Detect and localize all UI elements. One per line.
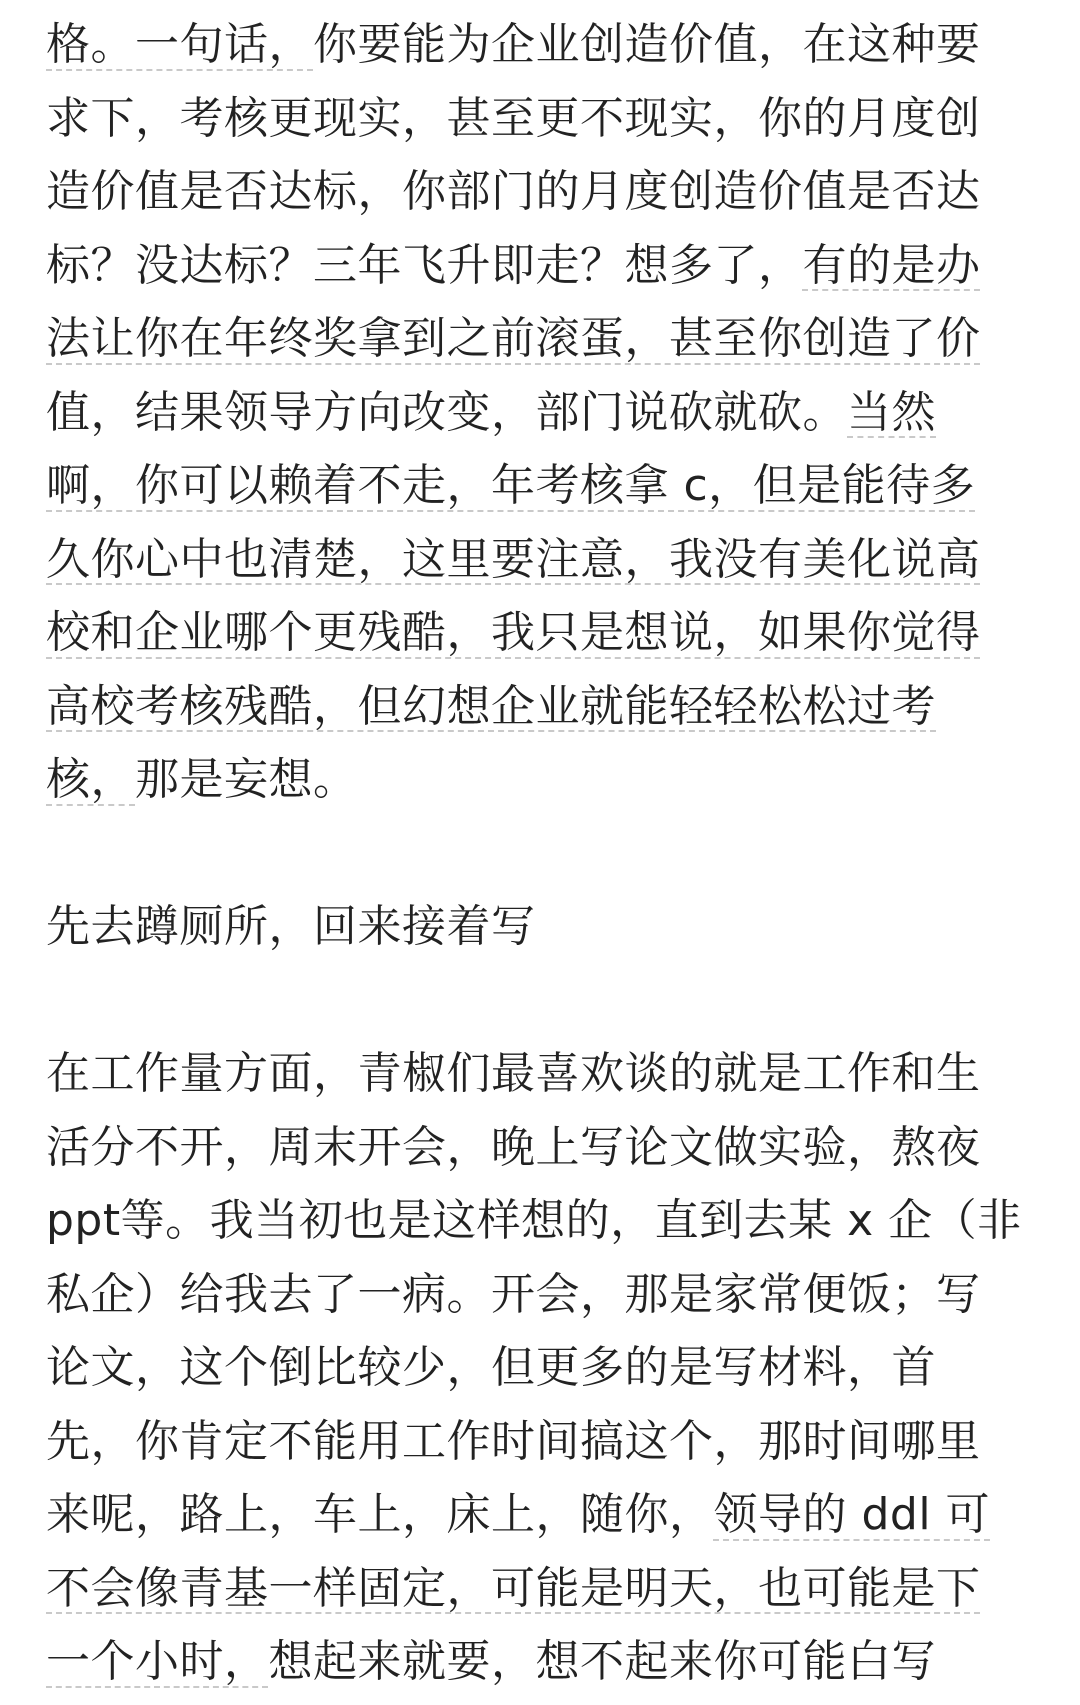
underlined-text: 一个小时，: [46, 1636, 269, 1687]
text-line: [46, 1111, 1036, 1185]
line-text: 标？没达标？三年飞升即走？想多了，: [46, 239, 803, 291]
text-line: [46, 376, 1036, 450]
paragraph-gap: [46, 964, 1036, 1038]
line-text: 那是妄想。: [135, 754, 358, 805]
line-text: 私企）给我去了一病。开会，那是家常便饭；写: [46, 1268, 981, 1320]
line-text: 值，结果领导方向改变，部门说砍就砍。: [46, 386, 847, 438]
text-line: [46, 596, 1036, 670]
text-line: [46, 302, 1036, 376]
underlined-text: 啊，你可以赖着不走，年考核拿 c，但是能待多: [46, 460, 976, 511]
underlined-text: 当然: [847, 386, 936, 438]
line-text: 论文，这个倒比较少，但更多的是写材料，首: [46, 1342, 936, 1393]
text-line: [46, 1552, 1036, 1626]
text-line: [46, 1331, 1036, 1405]
line-text: 活分不开，周末开会，晚上写论文做实验，熬夜: [46, 1121, 981, 1173]
line-text: 你要能为企业创造价值，在这种要: [313, 19, 981, 70]
line-text: 来呢，路上，车上，床上，随你，: [46, 1489, 714, 1540]
text-line: [46, 1625, 1036, 1699]
underlined-text: 格。一句话，: [46, 19, 313, 70]
text-line: [46, 1184, 1036, 1258]
text-line: [46, 670, 1036, 744]
text-line: [46, 743, 1036, 817]
underlined-text: 核，: [46, 754, 135, 805]
underlined-text: 校和企业哪个更残酷，我只是想说，如果你觉得: [46, 607, 981, 658]
text-line: [46, 1405, 1036, 1479]
line-text: 造价值是否达标，你部门的月度创造价值是否达: [46, 166, 981, 217]
text-line: [46, 890, 1036, 964]
paragraph: [46, 890, 1036, 964]
paragraph-gap: [46, 817, 1036, 891]
text-line: [46, 449, 1036, 523]
paragraph: [46, 1037, 1036, 1699]
underlined-text: 领导的 ddl 可: [713, 1489, 991, 1540]
underlined-text: 高校考核残酷，但幻想企业就能轻轻松松过考: [46, 680, 936, 732]
text-line: [46, 155, 1036, 229]
text-line: [46, 8, 1036, 82]
text-line: [46, 82, 1036, 156]
underlined-text: 法让你在年终奖拿到之前滚蛋，甚至你创造了价: [46, 313, 981, 364]
underlined-text: 不会像青基一样固定，可能是明天，也可能是下: [46, 1562, 981, 1614]
line-text: 想起来就要，想不起来你可能白写: [268, 1636, 936, 1687]
text-line: [46, 1478, 1036, 1552]
line-text: 先去蹲厕所，回来接着写: [46, 901, 536, 952]
text-line: [46, 1037, 1036, 1111]
underlined-text: 有的是办: [802, 239, 981, 291]
underlined-text: 久你心中也清楚，这里要注意，我没有美化说高: [46, 533, 981, 585]
line-text: 在工作量方面，青椒们最喜欢谈的就是工作和生: [46, 1048, 981, 1099]
line-text: 求下，考核更现实，甚至更不现实，你的月度创: [46, 92, 981, 144]
text-line: [46, 523, 1036, 597]
line-text: ppt等。我当初也是这样想的，直到去某 x 企（非: [46, 1195, 1022, 1246]
article-body: [46, 8, 1036, 1699]
paragraph: [46, 8, 1036, 817]
text-line: [46, 1258, 1036, 1332]
text-line: [46, 229, 1036, 303]
line-text: 先，你肯定不能用工作时间搞这个，那时间哪里: [46, 1415, 981, 1467]
